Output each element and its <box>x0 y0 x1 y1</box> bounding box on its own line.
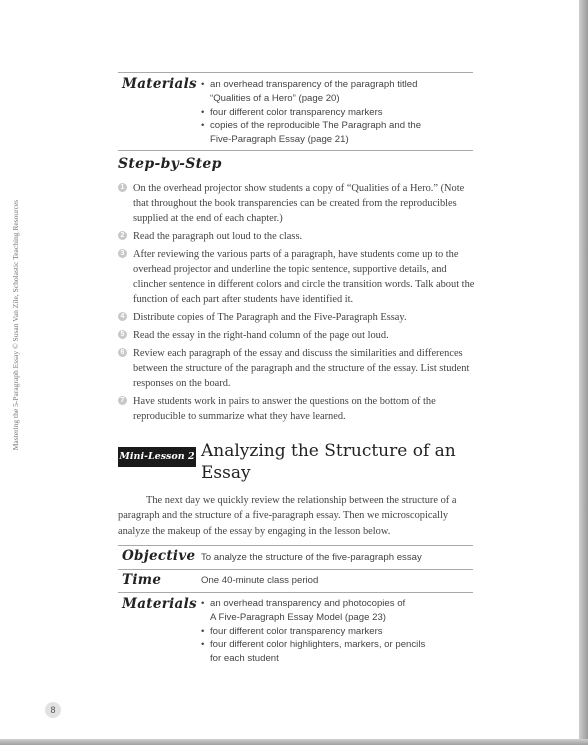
objective-top-rule <box>118 545 473 546</box>
list-item: Five-Paragraph Essay (page 21) <box>210 134 349 146</box>
step-text: Review each paragraph of the essay and discuss the similarities and differences between the structure of the paragraph and the structure of the essay. List student responses on the board. <box>133 347 470 389</box>
step-number-badge: 5 <box>118 330 127 339</box>
objective-text: To analyze the structure of the five-paragraph essay <box>201 552 422 563</box>
step-text: Read the essay in the right-hand column of the page out loud. <box>133 329 389 341</box>
list-item: for each student <box>210 653 279 665</box>
objective-label: Objective <box>122 548 196 564</box>
step-number-badge: 6 <box>118 348 127 357</box>
time-text: One 40-minute class period <box>201 575 319 586</box>
list-item: • an overhead transparency and photocopies of <box>201 597 473 611</box>
mini-lesson-badge: Mini-Lesson 2 <box>118 447 196 467</box>
list-item: • an overhead transparency of the paragraph titled <box>201 78 471 92</box>
step-item <box>118 247 478 308</box>
step-number-badge: 3 <box>118 249 127 258</box>
list-item: • copies of the reproducible The Paragraph and the <box>201 119 471 133</box>
step-by-step-heading: Step-by-Step <box>118 156 222 172</box>
step-number-badge: 7 <box>118 396 127 405</box>
page-edge-right <box>579 0 588 745</box>
list-item: A Five-Paragraph Essay Model (page 23) <box>210 611 386 623</box>
step-text: Distribute copies of The Paragraph and the Five-Paragraph Essay. <box>133 312 407 324</box>
mini-lesson-intro: The next day we quickly review the relationship between the structure of a paragraph and the structure of a five-paragraph essay. Then we microscopically analyze the makeup of the essay by engaging in the lesson below. <box>118 495 457 537</box>
time-label: Time <box>122 572 162 588</box>
step-item <box>118 346 478 392</box>
page-number: 8 <box>45 702 61 718</box>
step-number-badge: 2 <box>118 231 127 240</box>
step-text: Read the paragraph out loud to the class. <box>133 231 303 243</box>
materials-top-bottom-rule <box>118 150 473 151</box>
step-number-badge: 4 <box>118 312 127 321</box>
step-text: On the overhead projector show students a copy of “Qualities of a Hero.” (Note that throughout the book transparencies can be created from the reproducibles supplied at the end of each chapter.) <box>133 183 465 225</box>
materials-top-label: Materials <box>122 76 197 92</box>
list-item: • four different color highlighters, markers, or pencils <box>201 638 473 652</box>
list-item: “Qualities of a Hero” (page 20) <box>210 92 340 104</box>
materials-top-rule <box>118 72 473 73</box>
list-item: • four different color transparency markers <box>201 625 473 639</box>
list-item: • four different color transparency markers <box>201 106 471 120</box>
step-item <box>118 181 478 227</box>
time-bottom-rule <box>118 592 473 593</box>
step-list <box>118 181 478 427</box>
step-number-badge: 1 <box>118 183 127 192</box>
step-item <box>118 310 478 325</box>
objective-bottom-rule <box>118 569 473 570</box>
materials-top-list <box>201 78 471 147</box>
step-text: After reviewing the various parts of a paragraph, have students come up to the overhead projector and underline the topic sentence, supportive details, and clincher sentence in different colors and circle the transition words. Talk about the function of each part after students have identified it. <box>133 248 475 306</box>
materials-bottom-list <box>201 597 473 666</box>
materials-bottom-label: Materials <box>122 596 197 612</box>
spine-copyright-text: Mastering the 5-Paragraph Essay © Susan Van Zile, Scholastic Teaching Resources <box>11 199 20 451</box>
mini-lesson-title: Analyzing the Structure of an Essay <box>201 441 456 483</box>
step-text: Have students work in pairs to answer the questions on the bottom of the reproducible to summarize what they have learned. <box>133 395 436 422</box>
step-item <box>118 394 478 424</box>
step-item <box>118 328 478 343</box>
page-edge-bottom <box>0 739 588 745</box>
step-item <box>118 229 478 244</box>
